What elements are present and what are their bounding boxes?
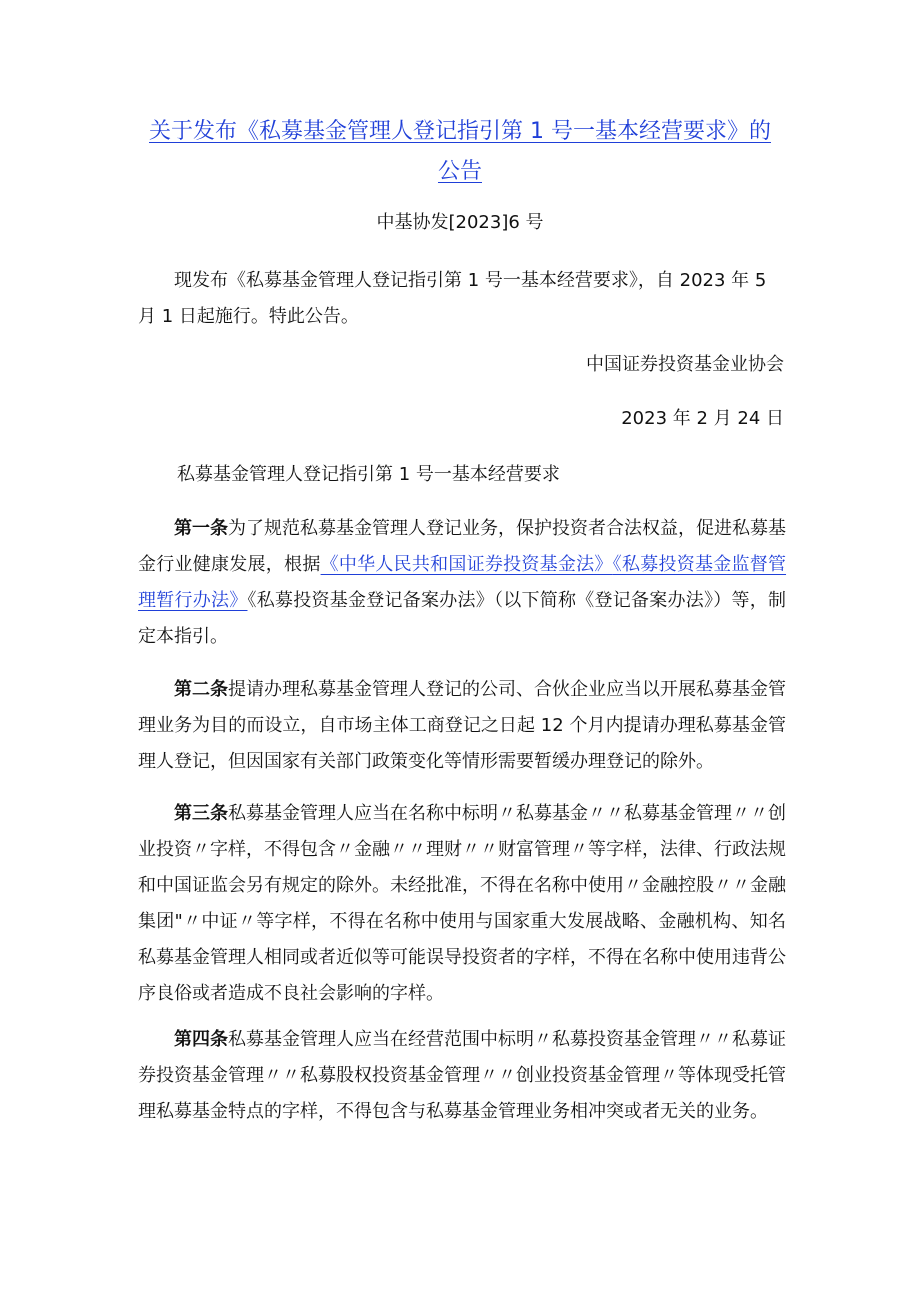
article-1 [138, 511, 786, 655]
article-1-heading: 第一条 [174, 518, 228, 539]
title-line-2[interactable]: 公告 [437, 159, 482, 184]
article-2-heading: 第二条 [174, 679, 228, 700]
issuer-name: 中国证券投资基金业协会 [586, 354, 784, 375]
title-line-1[interactable]: 关于发布《私募基金管理人登记指引第 1 号一基本经营要求》的 [149, 119, 771, 144]
article-3-heading: 第三条 [174, 803, 228, 824]
article-4 [138, 1022, 786, 1130]
article-4-text: 私募基金管理人应当在经营范围中标明〃私募投资基金管理〃〃私募证券投资基金管理〃〃私募股权投资基金管理〃〃创业投资基金管理〃等体现受托管理私募基金特点的字样，不得包含与私募基金管理业务相冲突或者无关的业务。 [138, 1029, 786, 1122]
issue-date: 2023 年 2 月 24 日 [621, 408, 784, 429]
intro-paragraph: 现发布《私募基金管理人登记指引第 1 号一基本经营要求》，自 2023 年 5 月 1 日起施行。特此公告。 [138, 270, 767, 327]
law-link-private-fund-measures[interactable]: 《私募投资基金监督管理暂行办法》 [138, 554, 787, 611]
announcement-title[interactable] [130, 112, 790, 192]
law-link-securities-fund-act[interactable]: 《中华人民共和国证券投资基金法》 [320, 554, 613, 575]
guideline-subtitle: 私募基金管理人登记指引第 1 号一基本经营要求 [177, 464, 560, 485]
article-1-text-cont: 《私募投资基金登记备案办法》（以下简称《登记备案办法》）等，制定本指引。 [138, 590, 786, 647]
article-1-text: 为了规范私募基金管理人登记业务，保护投资者合法权益，促进私募基金行业健康发展，根据 [138, 518, 786, 575]
article-4-heading: 第四条 [174, 1029, 228, 1050]
article-3 [138, 796, 786, 1012]
article-3-text: 私募基金管理人应当在名称中标明〃私募基金〃〃私募基金管理〃〃创业投资〃字样，不得包含〃金融〃〃理财〃〃财富管理〃等字样，法律、行政法规和中国证监会另有规定的除外。未经批准，不得在名称中使用〃金融控股〃〃金融集团"〃中证〃等字样，不得在名称中使用与国家重大发展战略、金融机构、知名私募基金管理人相同或者近似等可能误导投资者的字样，不得在名称中使用违背公序良俗或者造成不良社会影响的字样。 [138, 803, 786, 1004]
article-2 [138, 672, 786, 780]
document-number: 中基协发[2023]6 号 [376, 212, 544, 233]
article-2-text: 提请办理私募基金管理人登记的公司、合伙企业应当以开展私募基金管理业务为目的而设立，自市场主体工商登记之日起 12 个月内提请办理私募基金管理人登记，但因国家有关部门政策变化等情形需要暂缓办理登记的除外。 [138, 679, 786, 772]
